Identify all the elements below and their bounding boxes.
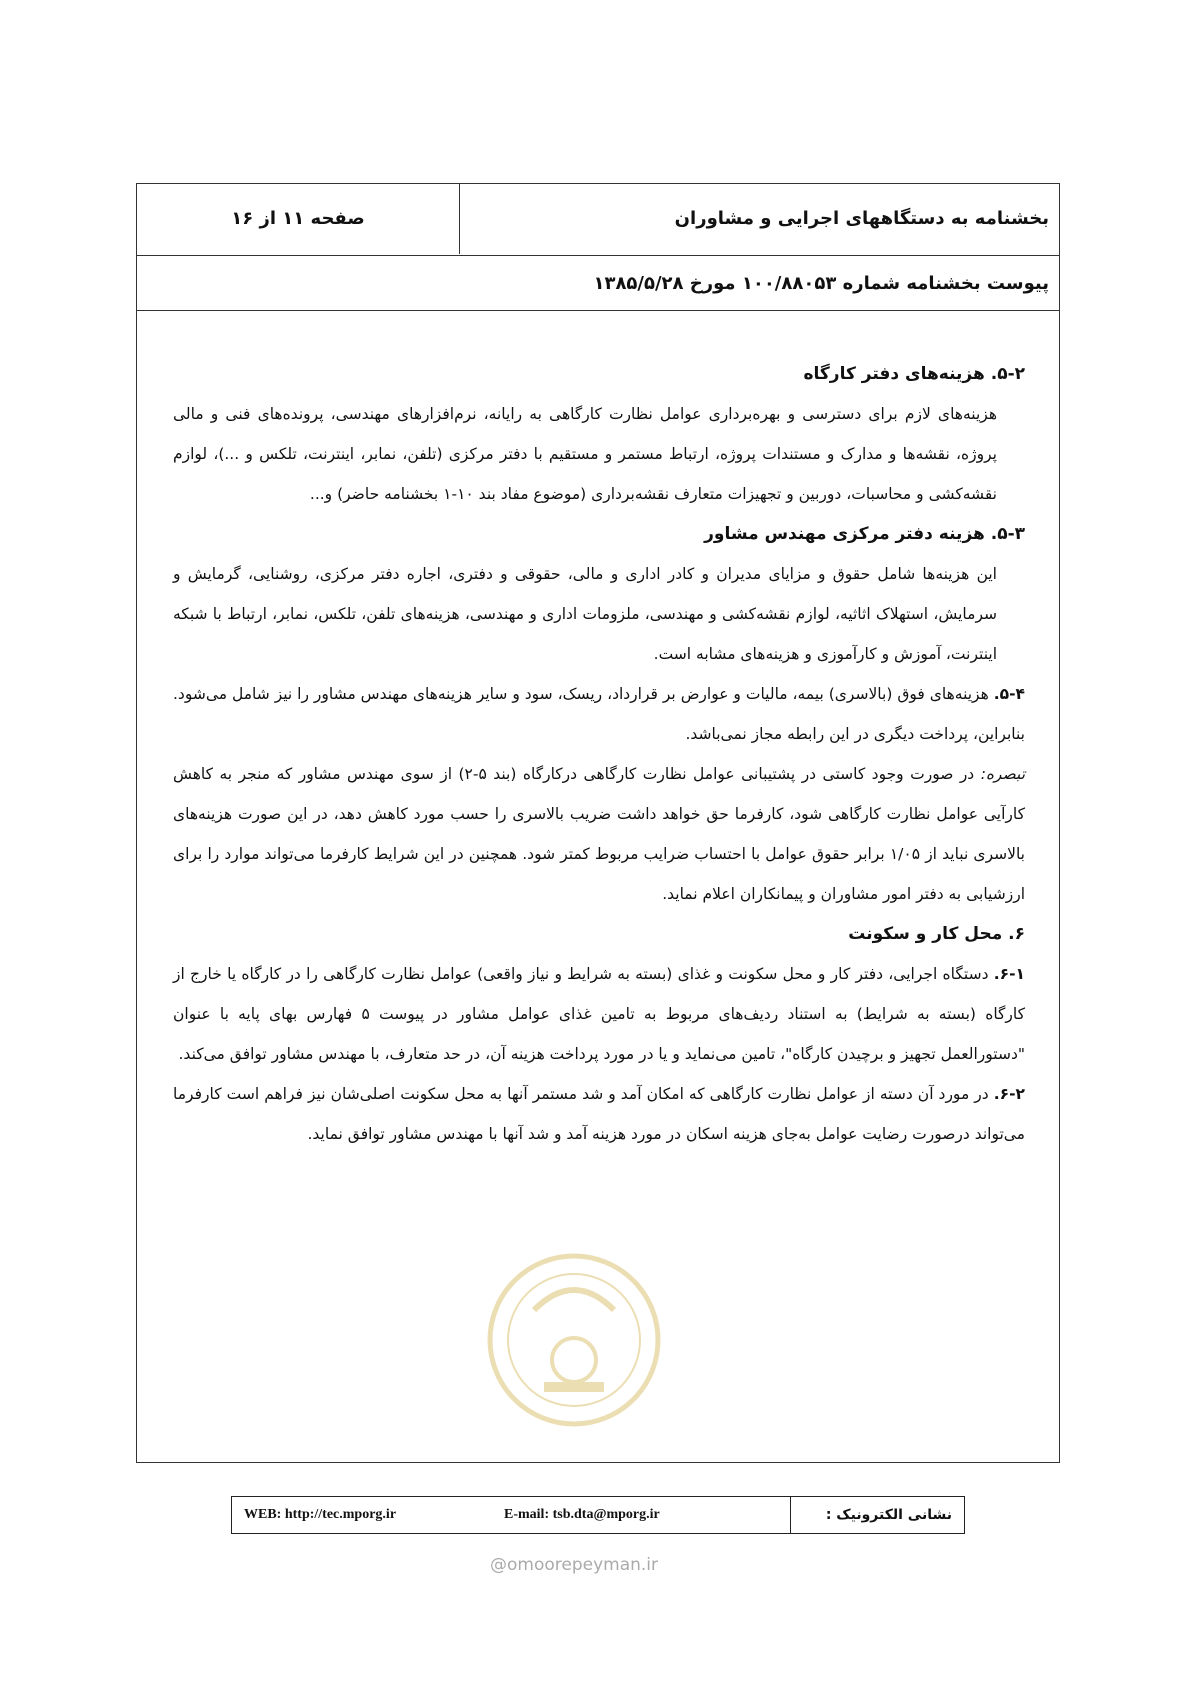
section-6-2-body: در مورد آن دسته از عوامل نظارت کارگاهی که امکان آمد و شد مستمر آنها به محل سکونت اصلی‌شان نیز فراهم است کارفرما می‌تواند درصورت رضایت عوامل به‌جای هزینه اسکان در مورد هزینه آمد و شد آنها با مهندس مشاور توافق نماید. <box>173 1085 1025 1143</box>
document-title: بخشنامه به دستگاههای اجرایی و مشاوران <box>459 184 1059 254</box>
note-label: تبصره: <box>980 765 1026 783</box>
section-6-2-number: ۶-۲. <box>993 1085 1025 1103</box>
section-6-heading: ۶. محل کار و سکونت <box>848 924 1025 944</box>
footer-web-link[interactable]: WEB: http://tec.mporg.ir <box>244 1507 397 1522</box>
header-row <box>137 184 1059 256</box>
seal-logo-icon <box>484 1250 664 1430</box>
note-body: در صورت وجود کاستی در پشتیبانی عوامل نظارت کارگاهی درکارگاه (بند ۵-۲) از سوی مهندس مشاور که منجر به کاهش کارآیی عوامل نظارت کارگاهی شود، کارفرما حق خواهد داشت ضریب بالاسری را حسب مورد کاهش دهد، در این صورت هزینه‌های بالاسری نباید از ۱/۰۵ برابر حقوق عوامل با احتساب ضرایب مربوط کمتر شود. همچنین در این شرایط کارفرما می‌تواند موارد را برای ارزشیابی به دفتر امور مشاوران و پیمانکاران اعلام نماید. <box>173 765 1025 903</box>
section-5-3-body: این هزینه‌ها شامل حقوق و مزایای مدیران و کادر اداری و مالی، حقوقی و دفتری، اجاره دفتر مرکزی، روشنایی، گرمایش و سرمایش، استهلاک اثاثیه، لوازم نقشه‌کشی و مهندسی، ملزومات اداری و مهندسی، هزینه‌های تلفن، تلکس، نمابر، ارتباط با شبکه اینترنت، آموزش و کارآموزی و هزینه‌های مشابه است. <box>173 565 997 663</box>
attachment-reference: پیوست بخشنامه شماره ۱۰۰/۸۸۰۵۳ مورخ ۱۳۸۵/۵/۲۸ <box>137 256 1059 311</box>
page-number: صفحه ۱۱ از ۱۶ <box>231 208 365 229</box>
document-body <box>173 354 1025 1154</box>
section-5-4-body: هزینه‌های فوق (بالاسری) بیمه، مالیات و عوارض بر قرارداد، ریسک، سود و سایر هزینه‌های مهندس مشاور را نیز شامل می‌شود. بنابراین، پرداخت دیگری در این رابطه مجاز نمی‌باشد. <box>173 685 1025 743</box>
section-5-2-body: هزینه‌های لازم برای دسترسی و بهره‌برداری عوامل نظارت کارگاهی به رایانه، نرم‌افزارهای مهندسی، پرونده‌های فنی و مالی پروژه، نقشه‌ها و مدارک و مستندات پروژه، ارتباط مستمر و مستقیم با دفتر مرکزی (تلفن، نمابر، اینترنت، تلکس و ...)، لوازم نقشه‌کشی و محاسبات، دوربین و تجهیزات متعارف نقشه‌برداری (موضوع مفاد بند ۱۰-۱ بخشنامه حاضر) و... <box>173 405 997 503</box>
section-6-2 <box>173 1074 1025 1154</box>
section-6-1 <box>173 954 1025 1074</box>
footer-divider <box>790 1497 791 1533</box>
section-6-1-body: دستگاه اجرایی، دفتر کار و محل سکونت و غذای (بسته به شرایط و نیاز واقعی) عوامل نظارت کارگاهی را در کارگاه یا خارج از کارگاه (بسته به شرایط) به استناد ردیف‌های مربوط به تامین غذای عوامل مشاور در پیوست ۵ فهارس بهای پایه با عنوان "دستورالعمل تجهیز و برچیدن کارگاه"، تامین می‌نماید و یا در مورد پرداخت هزینه آن، در حد متعارف، با مهندس مشاور توافق می‌کند. <box>173 965 1026 1063</box>
footer-contact-box <box>231 1496 965 1534</box>
footer-label: نشانی الکترونیک : <box>825 1507 952 1523</box>
section-5-3-heading: ۵-۳. هزینه دفتر مرکزی مهندس مشاور <box>704 524 1025 544</box>
section-5-2-heading: ۵-۲. هزینه‌های دفتر کارگاه <box>803 364 1025 384</box>
section-5-4-number: ۵-۴. <box>993 685 1025 703</box>
section-6-1-number: ۶-۱. <box>993 965 1026 983</box>
footer-email-link[interactable]: E-mail: tsb.dta@mporg.ir <box>504 1507 660 1522</box>
watermark-site: @omoorepeyman.ir <box>490 1555 659 1575</box>
note-paragraph <box>173 754 1025 914</box>
section-5-4 <box>173 674 1025 754</box>
